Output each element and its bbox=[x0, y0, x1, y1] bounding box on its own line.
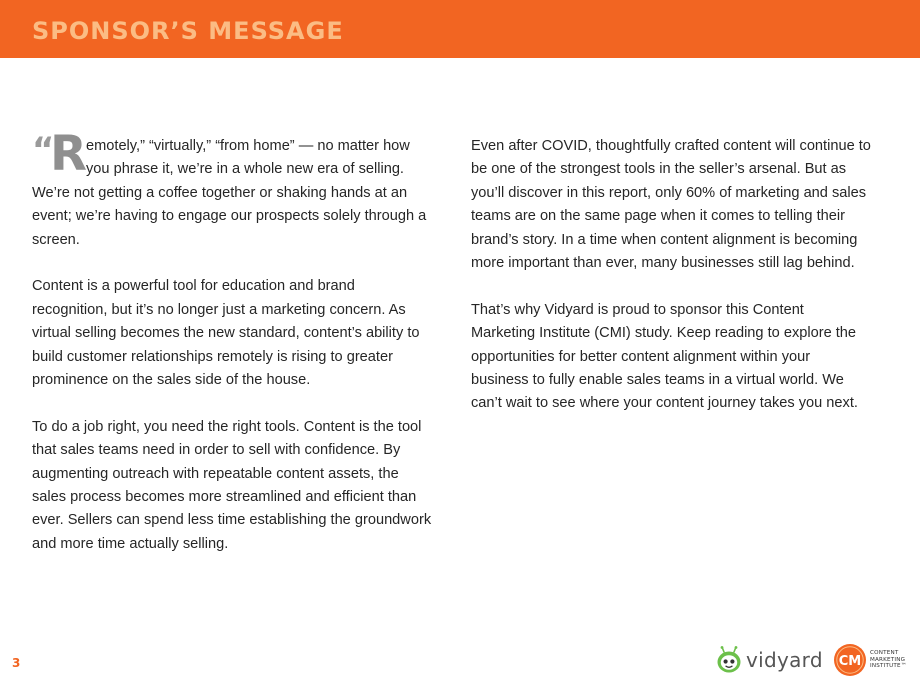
cmi-badge-text: CM bbox=[838, 654, 862, 669]
cmi-line: CONTENT bbox=[870, 650, 899, 657]
body-paragraph: That’s why Vidyard is proud to sponsor this Content Marketing Institute (CMI) study. Keep reading to explore the opportunities for better content alignment within your business to fully enable sales teams in a virtual world. We can’t wait to see where your content journey takes you next. bbox=[471, 301, 858, 412]
page-number: 3 bbox=[12, 656, 21, 670]
open-quote-mark: “ bbox=[32, 130, 55, 170]
body-paragraph: To do a job right, you need the right tools. Content is the tool that sales teams need in order to sell with confidence. By augmenting outreach with repeatable content assets, the sales process becomes more streamlined and efficient than ever. Sellers can spend less time establishing the groundwork and more time actually selling. bbox=[32, 418, 432, 552]
body-paragraph: Even after COVID, thoughtfully crafted content will continue to be one of the strongest tools in the seller’s arsenal. But as you’ll discover in this report, only 60% of marketing and sales teams are on the same page when it comes to telling their brand’s story. In a time when content alignment is becoming more important than ever, many businesses still lag behind. bbox=[471, 138, 871, 272]
body-paragraph: Content is a powerful tool for education and brand recognition, but it’s no longer just a marketing concern. As virtual selling becomes the new standard, content’s ability to build customer relationships remotely is rising to greater prominence on the sales side of the house. bbox=[32, 278, 420, 389]
cmi-wordmark bbox=[870, 650, 907, 669]
left-column bbox=[32, 126, 432, 580]
drop-cap bbox=[32, 126, 87, 182]
right-column bbox=[471, 135, 871, 439]
cmi-line: MARKETING bbox=[870, 656, 906, 663]
vidyard-robot-icon bbox=[716, 646, 742, 674]
intro-paragraph-text: emotely,” “virtually,” “from home” — no matter how you phrase it, we’re in a whole new era of selling. We’re not getting a coffee together or shaking hands at an event; we’re having to engage our prospects solely through a screen. bbox=[32, 138, 427, 248]
drop-cap-letter: R bbox=[50, 126, 87, 182]
intro-paragraph bbox=[32, 126, 432, 252]
vidyard-logo bbox=[716, 645, 823, 675]
cmi-logo bbox=[833, 643, 907, 677]
page-title: SPONSOR’S MESSAGE bbox=[32, 17, 344, 45]
cmi-line: INSTITUTE™ bbox=[870, 663, 907, 670]
vidyard-wordmark: vidyard bbox=[746, 648, 823, 672]
header-band bbox=[0, 0, 920, 58]
cmi-badge-icon bbox=[833, 643, 867, 677]
